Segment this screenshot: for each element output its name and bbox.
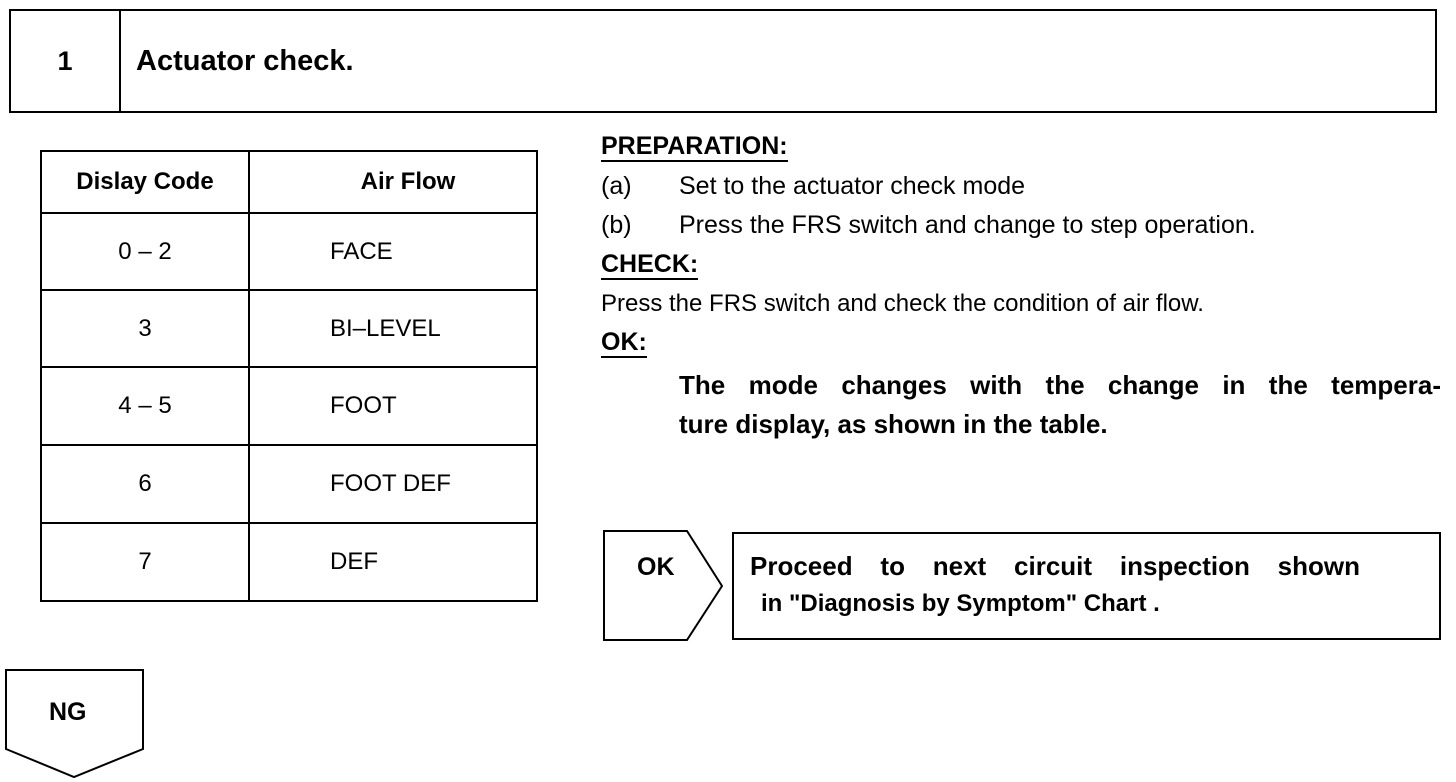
air-flow-cell: FOOT DEF [330,470,451,497]
preparation-item-a [601,172,1025,201]
check-text: Press the FRS switch and check the condition of air flow. [601,290,1204,317]
display-code-cell: 6 [42,446,250,522]
ng-arrow-label: NG [49,698,87,726]
item-text: Set to the actuator check mode [679,172,1026,200]
table-row [42,291,536,368]
preparation-item-b [601,211,1256,240]
header-air-flow: Air Flow [360,168,456,195]
air-flow-cell: FOOT [330,392,397,419]
step-header [9,9,1437,113]
display-code-cell: 7 [42,524,250,600]
item-tag: (a) [601,172,632,200]
header-display-code: Dislay Code [42,152,250,212]
table-header-row [42,152,536,214]
preparation-label: PREPARATION: [601,132,788,160]
air-flow-cell: DEF [330,548,378,575]
table-row [42,214,536,291]
step-number: 1 [11,11,121,111]
table-row [42,368,536,446]
display-code-cell: 4 – 5 [42,368,250,444]
ok-result-line: in "Diagnosis by Symptom" Chart . [761,590,1160,617]
air-flow-cell: BI–LEVEL [330,314,441,342]
ok-arrow-label: OK [637,553,675,581]
ok-label: OK: [601,328,647,356]
ok-criterion-line: The mode changes with the change in the tempera- [679,370,1441,400]
table-row [42,446,536,524]
step-title: Actuator check. [136,45,354,77]
table-row [42,524,536,600]
air-flow-table [40,150,538,602]
item-tag: (b) [601,211,632,239]
air-flow-cell: FACE [330,237,393,265]
ok-arrow-box [603,530,725,642]
ok-criterion-text [679,366,1449,444]
ok-criterion-line: ture display, as shown in the table. [679,409,1108,439]
item-text: Press the FRS switch and change to step operation. [679,211,1256,239]
check-label: CHECK: [601,250,699,278]
display-code-cell: 0 – 2 [42,214,250,289]
ok-result-box [732,532,1441,640]
ok-result-line: Proceed to next circuit inspection shown [750,551,1360,581]
display-code-cell: 3 [42,291,250,366]
